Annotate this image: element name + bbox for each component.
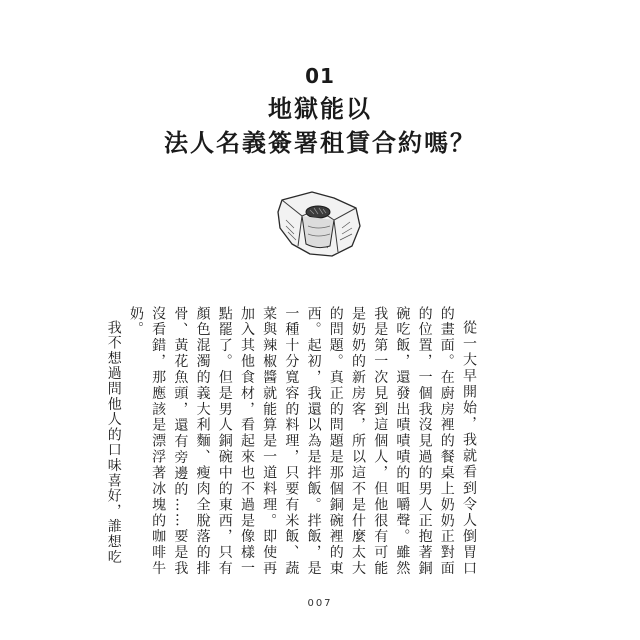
body-paragraph-2: 我不想過問他人的口味喜好，誰想吃 (105, 320, 122, 565)
chapter-body-text (105, 306, 480, 576)
chapter-title-line-2: 法人名義簽署租賃合約嗎？ (164, 129, 476, 157)
page-number: 007 (307, 598, 333, 609)
bowl-with-food-drawing-icon (272, 186, 368, 262)
chapter-title-line-1: 地獄能以 (268, 95, 372, 123)
chapter-title (0, 92, 640, 160)
chapter-number: 01 (305, 64, 335, 88)
bowl-body-shape (302, 216, 334, 248)
bowl-opening-shape (306, 206, 330, 218)
body-paragraph-1: 從一大早開始，我就看到令人倒胃口的畫面。在廚房裡的餐桌上奶奶正對面的位置，一個我沒見過的男人正抱著銅碗吃飯，還發出嘖嘖嘖的咀嚼聲。雖然我是第一次見到這個人，但他很有可能是奶奶的新房客，所以這不是什麼太大的問題。真正的問題是那個銅碗裡的東西。起初，我還以為是拌飯。拌飯，是一種十分寬容的料理，只要有米飯、蔬菜與辣椒醬就能算是一道料理。即使再加入其他食材，看起來也不過是像樣一點罷了。但是男人銅碗中的東西，只有顏色混濁的義大利麵、瘦肉全脫落的排骨、黃花魚頭，還有旁邊的……要是我沒看錯，那應該是漂浮著冰塊的咖啡牛奶。 (127, 306, 477, 576)
